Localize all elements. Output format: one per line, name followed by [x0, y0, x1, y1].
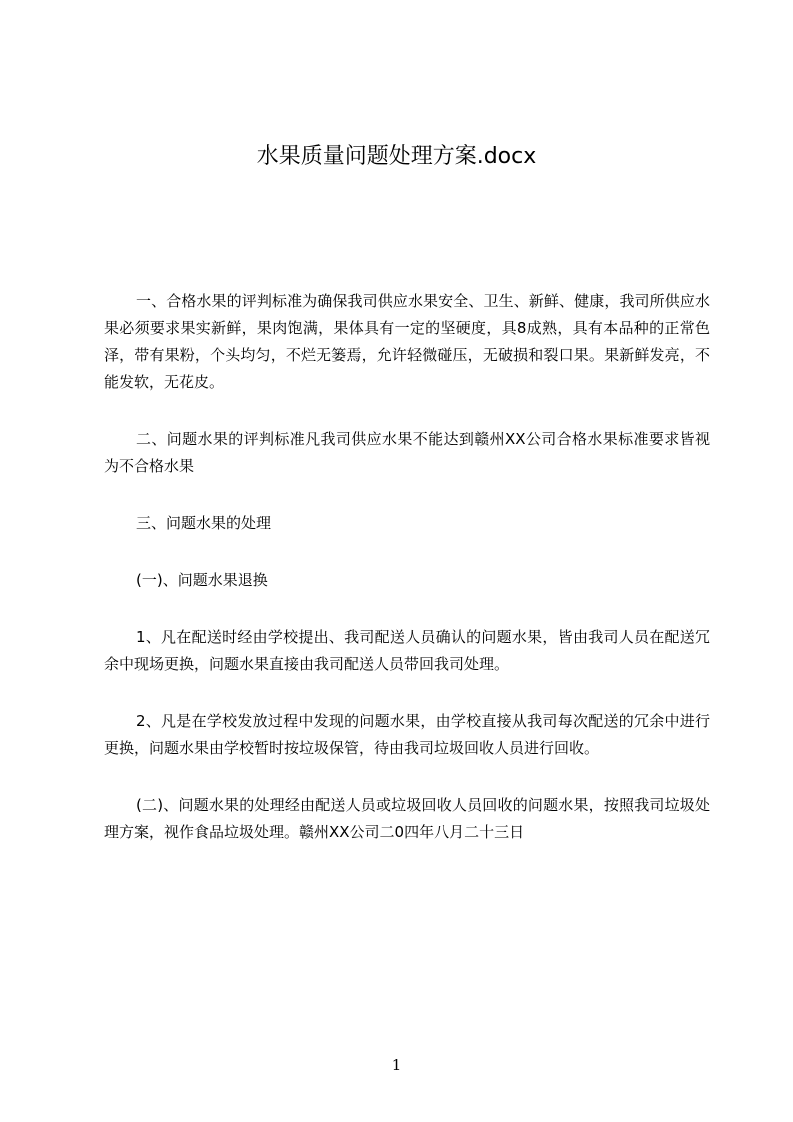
paragraph-delivery-exchange: 1、凡在配送时经由学校提出、我司配送人员确认的问题水果，皆由我司人员在配送冗余中现场更换，问题水果直接由我司配送人员带回我司处理。 — [104, 628, 710, 673]
paragraph-return-exchange-heading: (一)、问题水果退换 — [136, 571, 268, 589]
paragraph-disposal: (二)、问题水果的处理经由配送人员或垃圾回收人员回收的问题水果，按照我司垃圾处理方案，视作食品垃圾处理。赣州XX公司二0四年八月二十三日 — [104, 796, 710, 841]
page-number: 1 — [391, 1056, 402, 1074]
paragraph-problem-fruit-handling-heading: 三、问题水果的处理 — [136, 514, 272, 532]
paragraph-problem-fruit-standard: 二、问题水果的评判标准凡我司供应水果不能达到赣州XX公司合格水果标准要求皆视为不合格水果 — [104, 430, 710, 475]
paragraph-school-exchange: 2、凡是在学校发放过程中发现的问题水果，由学校直接从我司每次配送的冗余中进行更换，问题水果由学校暂时按垃圾保管，待由我司垃圾回收人员进行回收。 — [104, 712, 710, 757]
document-body — [104, 288, 710, 876]
document-title: 水果质量问题处理方案.docx — [256, 144, 537, 169]
paragraph-qualified-fruit-standard: 一、合格水果的评判标准为确保我司供应水果安全、卫生、新鲜、健康，我司所供应水果必须要求果实新鲜，果肉饱满，果体具有一定的坚硬度，具8成熟，具有本品种的正常色泽，带有果粉，个头均匀，不烂无篓焉，允许轻微碰压，无破损和裂口果。果新鲜发亮，不能发软，无花皮。 — [104, 292, 710, 391]
